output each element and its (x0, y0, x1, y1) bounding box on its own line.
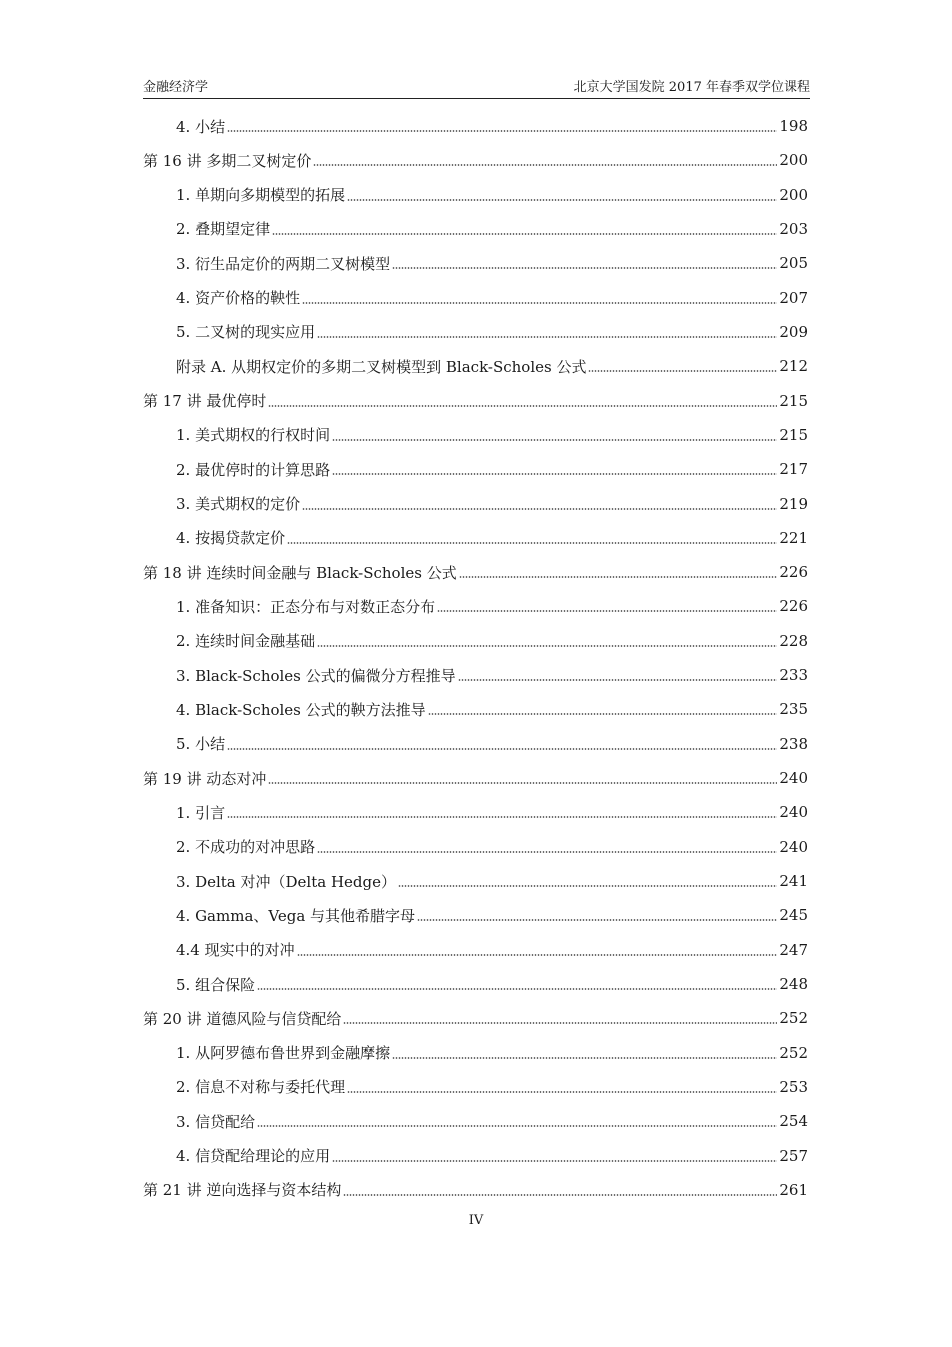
toc-entry-title: 5. 组合保险 (176, 975, 256, 994)
toc-entry-page: 254 (779, 1112, 808, 1131)
header-course-title: 金融经济学 (143, 80, 209, 95)
toc-dot-leader (392, 267, 777, 269)
toc-dot-leader (459, 576, 778, 578)
toc-chapter-row[interactable] (143, 555, 808, 589)
toc-dot-leader (347, 199, 777, 201)
toc-entry-title: 4. 信贷配给理论的应用 (176, 1147, 331, 1166)
toc-section-row[interactable] (176, 315, 808, 349)
toc-entry-title: 1. 引言 (176, 803, 226, 822)
toc-dot-leader (317, 851, 777, 853)
toc-entry-title: 2. 信息不对称与委托代理 (176, 1078, 346, 1097)
toc-dot-leader (257, 988, 777, 990)
toc-dot-leader (227, 130, 777, 132)
toc-entry-page: 261 (779, 1180, 808, 1199)
toc-entry-title: 第 18 讲 连续时间金融与 Black-Scholes 公式 (143, 563, 457, 582)
toc-entry-title: 第 16 讲 多期二叉树定价 (143, 151, 312, 170)
toc-entry-page: 253 (779, 1077, 808, 1096)
toc-section-row[interactable] (176, 933, 808, 967)
toc-entry-page: 207 (779, 288, 808, 307)
toc-dot-leader (398, 885, 777, 887)
toc-entry-page: 233 (779, 666, 808, 685)
toc-entry-page: 198 (779, 117, 808, 135)
toc-dot-leader (302, 302, 777, 304)
toc-entry-page: 217 (779, 460, 808, 479)
toc-entry-page: 212 (779, 357, 808, 376)
toc-entry-page: 240 (779, 837, 808, 856)
toc-section-row[interactable] (176, 452, 808, 486)
toc-entry-title: 3. 美式期权的定价 (176, 495, 301, 514)
page-header (143, 77, 810, 99)
toc-dot-leader (313, 164, 777, 166)
toc-entry-page: 200 (779, 185, 808, 204)
toc-section-row[interactable] (176, 864, 808, 898)
toc-entry-page: 228 (779, 631, 808, 650)
toc-entry-title: 4. 按揭贷款定价 (176, 529, 286, 548)
toc-dot-leader (272, 233, 777, 235)
toc-entry-page: 240 (779, 769, 808, 788)
toc-dot-leader (347, 1091, 777, 1093)
toc-dot-leader (392, 1057, 777, 1059)
toc-entry-page: 248 (779, 975, 808, 993)
toc-section-row[interactable] (176, 795, 808, 829)
toc-entry-page: 240 (779, 803, 808, 822)
toc-chapter-row[interactable] (143, 384, 808, 418)
toc-dot-leader (437, 610, 777, 612)
toc-entry-title: 1. 准备知识：正态分布与对数正态分布 (176, 597, 436, 616)
toc-entry-page: 219 (779, 494, 808, 513)
header-program-title: 北京大学国发院 2017 年春季双学位课程 (573, 80, 810, 95)
toc-dot-leader (227, 748, 777, 750)
toc-entry-title: 4. 小结 (176, 117, 226, 136)
toc-section-row[interactable] (176, 487, 808, 521)
toc-chapter-row[interactable] (143, 761, 808, 795)
toc-section-row[interactable] (176, 1070, 808, 1104)
toc-dot-leader (332, 439, 777, 441)
toc-entry-title: 第 17 讲 最优停时 (143, 392, 267, 411)
toc-dot-leader (268, 782, 777, 784)
toc-entry-title: 第 19 讲 动态对冲 (143, 769, 267, 788)
toc-entry-page: 215 (779, 425, 808, 444)
toc-dot-leader (428, 713, 778, 715)
toc-entry-title: 3. Delta 对冲（Delta Hedge） (176, 872, 396, 891)
toc-entry-page: 215 (779, 391, 808, 410)
toc-dot-leader (302, 508, 777, 510)
toc-section-row[interactable] (176, 178, 808, 212)
toc-entry-title: 附录 A. 从期权定价的多期二叉树模型到 Black-Scholes 公式 (176, 357, 587, 376)
toc-dot-leader (332, 1160, 777, 1162)
toc-entry-page: 226 (779, 597, 808, 616)
toc-section-row[interactable] (176, 281, 808, 315)
toc-section-row[interactable] (176, 967, 808, 1001)
toc-entry-title: 4. Gamma、Vega 与其他希腊字母 (176, 906, 416, 925)
toc-entry-page: 238 (779, 734, 808, 753)
toc-section-row[interactable] (176, 521, 808, 555)
toc-entry-page: 245 (779, 906, 808, 925)
toc-section-row[interactable] (176, 830, 808, 864)
toc-entry-title: 第 21 讲 逆向选择与资本结构 (143, 1181, 342, 1200)
toc-entry-title: 第 20 讲 道德风险与信贷配给 (143, 1009, 342, 1028)
toc-entry-title: 4.4 现实中的对冲 (176, 941, 295, 960)
toc-entry-page: 247 (779, 940, 808, 959)
toc-entry-title: 5. 小结 (176, 735, 226, 754)
toc-entry-page: 257 (779, 1146, 808, 1165)
toc-entry-title: 3. Black-Scholes 公式的偏微分方程推导 (176, 666, 456, 685)
toc-dot-leader (227, 816, 777, 818)
toc-entry-page: 235 (779, 700, 808, 719)
toc-section-row[interactable] (176, 349, 808, 383)
toc-entry-page: 221 (779, 528, 808, 547)
toc-entry-page: 200 (779, 151, 808, 170)
toc-dot-leader (343, 1022, 777, 1024)
toc-entry-title: 1. 从阿罗德布鲁世界到金融摩擦 (176, 1044, 391, 1063)
toc-entry-title: 2. 连续时间金融基础 (176, 632, 316, 651)
toc-entry-page: 205 (779, 254, 808, 273)
toc-chapter-row[interactable] (143, 1173, 808, 1207)
page-number: IV (468, 1213, 484, 1228)
toc-section-row[interactable] (176, 692, 808, 726)
toc-section-row[interactable] (176, 1139, 808, 1173)
toc-entry-page: 226 (779, 563, 808, 582)
toc-section-row[interactable] (176, 727, 808, 761)
toc-dot-leader (297, 954, 778, 956)
toc-entry-page: 203 (779, 219, 808, 238)
toc-dot-leader (458, 679, 778, 681)
toc-dot-leader (588, 370, 777, 372)
toc-entry-title: 5. 二叉树的现实应用 (176, 323, 316, 342)
toc-section-row[interactable] (176, 212, 808, 246)
toc-section-row[interactable] (176, 589, 808, 623)
toc-chapter-row[interactable] (143, 143, 808, 177)
toc-section-row[interactable] (176, 624, 808, 658)
toc-dot-leader (317, 645, 777, 647)
toc-section-row[interactable] (176, 246, 808, 280)
toc-section-row[interactable] (176, 898, 808, 932)
toc-entry-title: 3. 衍生品定价的两期二叉树模型 (176, 254, 391, 273)
toc-section-row[interactable] (176, 109, 808, 143)
toc-entry-title: 2. 最优停时的计算思路 (176, 460, 331, 479)
toc-entry-title: 3. 信贷配给 (176, 1112, 256, 1131)
toc-dot-leader (417, 919, 777, 921)
toc-entry-title: 1. 单期向多期模型的拓展 (176, 186, 346, 205)
toc-entry-title: 4. 资产价格的鞅性 (176, 289, 301, 308)
toc-section-row[interactable] (176, 1036, 808, 1070)
toc-entry-page: 209 (779, 322, 808, 341)
toc-entry-title: 4. Black-Scholes 公式的鞅方法推导 (176, 700, 426, 719)
toc-chapter-row[interactable] (143, 1001, 808, 1035)
toc-dot-leader (332, 473, 777, 475)
toc-entry-title: 1. 美式期权的行权时间 (176, 426, 331, 445)
toc-section-row[interactable] (176, 1104, 808, 1138)
toc-section-row[interactable] (176, 658, 808, 692)
toc-entry-page: 241 (779, 872, 808, 891)
toc-entry-title: 2. 不成功的对冲思路 (176, 838, 316, 857)
toc-entry-title: 2. 叠期望定律 (176, 220, 271, 239)
toc-entry-page: 252 (779, 1009, 808, 1028)
toc-dot-leader (317, 336, 777, 338)
toc-dot-leader (287, 542, 777, 544)
toc-section-row[interactable] (176, 418, 808, 452)
toc-dot-leader (257, 1125, 777, 1127)
toc-dot-leader (268, 405, 777, 407)
toc-dot-leader (343, 1194, 777, 1196)
toc-entry-page: 252 (779, 1043, 808, 1062)
